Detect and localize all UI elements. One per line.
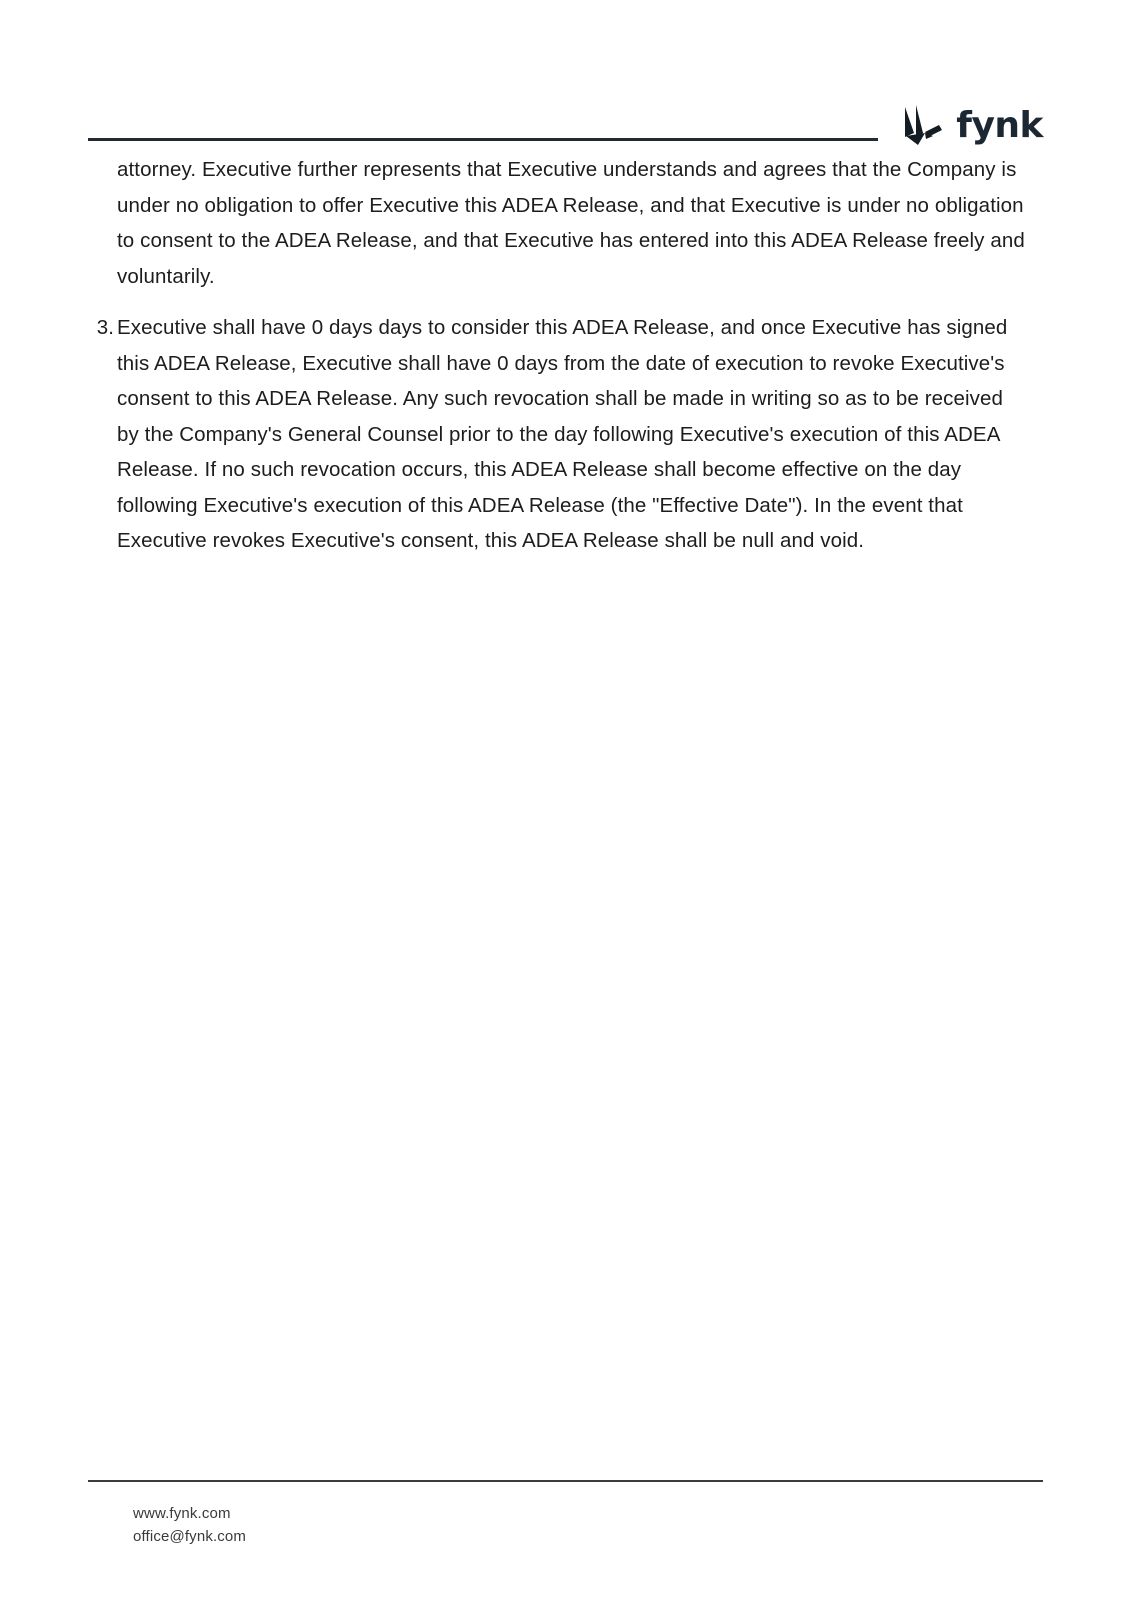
footer-contact bbox=[88, 1502, 1043, 1548]
list-item bbox=[88, 310, 1028, 559]
footer-website: www.fynk.com bbox=[133, 1505, 231, 1522]
intro-paragraph: attorney. Executive further represents that Executive understands and agrees that the Company is under no obligation to offer Executive this ADEA Release, and that Executive is under no obligation to consent to the ADEA Release, and that Executive has entered into this ADEA Release freely and voluntarily. bbox=[117, 158, 1025, 288]
footer-email: office@fynk.com bbox=[133, 1528, 247, 1545]
list-item-marker: 3. bbox=[96, 316, 114, 339]
brand-wordmark: fynk bbox=[956, 105, 1043, 146]
brand-logo bbox=[892, 103, 1043, 147]
clause-list bbox=[88, 310, 1028, 559]
footer-divider bbox=[88, 1480, 1043, 1482]
header-divider bbox=[88, 138, 878, 141]
page-header bbox=[88, 96, 1043, 152]
document-body bbox=[88, 152, 1028, 575]
list-item-text: Executive shall have 0 days days to consider this ADEA Release, and once Executive has signed this ADEA Release, Executive shall have 0 days from the date of execution to revoke Executive's consent to this ADEA Release. Any such revocation shall be made in writing so as to be received by the Company's General Counsel prior to the day following Executive's execution of this ADEA Release. If no such revocation occurs, this ADEA Release shall become effective on the day following Executive's execution of this ADEA Release (the "Effective Date"). In the event that Executive revokes Executive's consent, this ADEA Release shall be null and void. bbox=[117, 316, 1008, 552]
origami-bird-icon bbox=[892, 103, 948, 147]
page-footer bbox=[88, 1480, 1043, 1548]
